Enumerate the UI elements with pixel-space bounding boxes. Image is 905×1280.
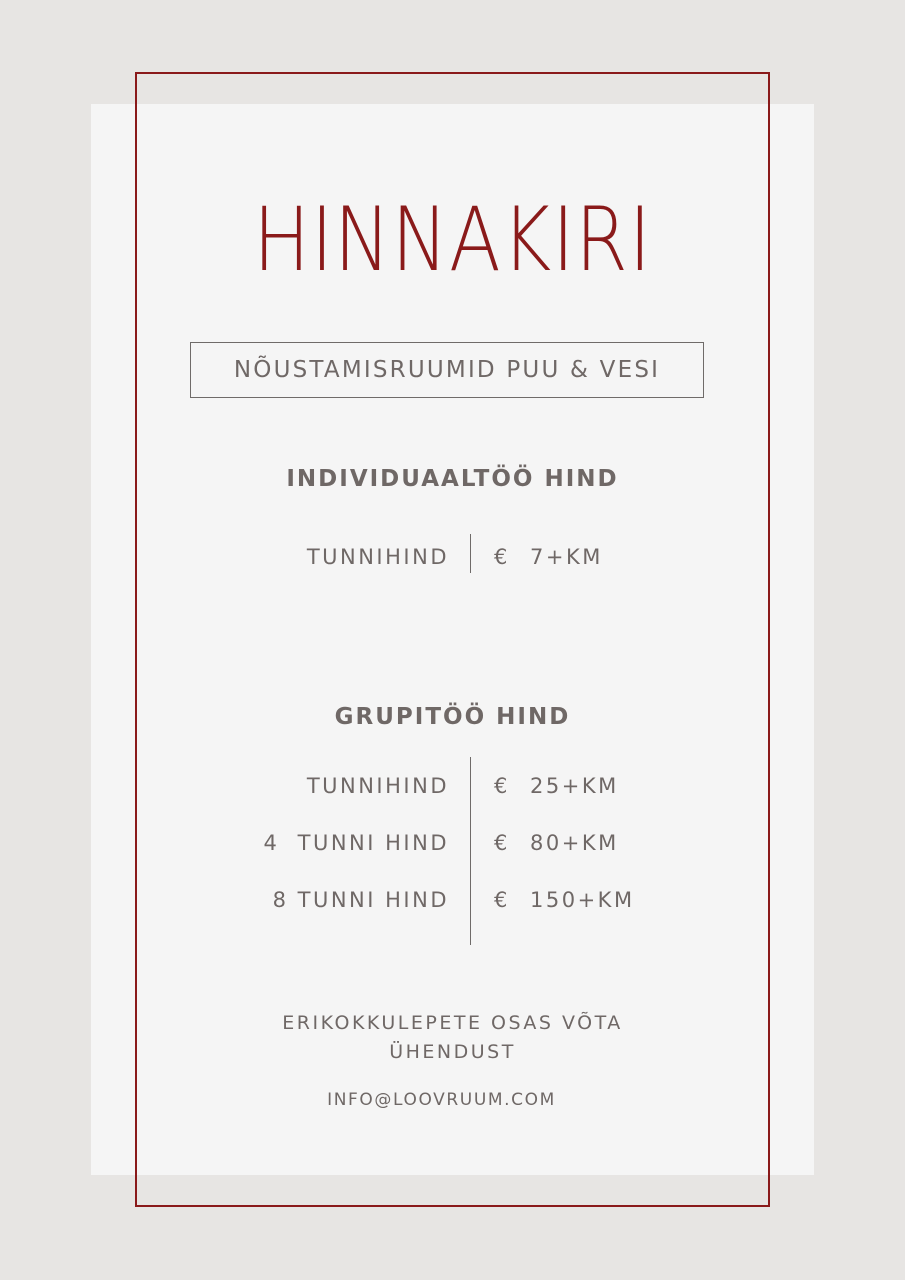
individual-divider: [470, 534, 471, 573]
group-row-value: [494, 774, 619, 798]
contact-note: [0, 1009, 905, 1067]
individual-heading: INDIVIDUAALTÖÖ HIND: [286, 466, 619, 492]
page-title: HINNAKIRI: [253, 188, 652, 291]
subtitle-text: NÕUSTAMISRUUMID PUU & VESI: [233, 357, 661, 383]
price-value: 80+KM: [530, 831, 619, 855]
price-value: 25+KM: [530, 774, 619, 798]
euro-symbol: €: [494, 831, 510, 855]
group-row-value: [494, 831, 619, 855]
contact-email[interactable]: INFO@LOOVRUUM.COM: [327, 1090, 556, 1110]
contact-note-line2: ÜHENDUST: [389, 1041, 516, 1063]
subtitle-box: [190, 342, 704, 398]
group-row-label: 4 TUNNI HIND: [263, 831, 449, 855]
individual-row-label: TUNNIHIND: [306, 545, 449, 569]
price-value: 7+KM: [530, 545, 603, 569]
group-divider: [470, 757, 471, 945]
individual-row-value: [494, 545, 603, 569]
group-row-label: 8 TUNNI HIND: [272, 888, 449, 912]
euro-symbol: €: [494, 545, 510, 569]
euro-symbol: €: [494, 774, 510, 798]
euro-symbol: €: [494, 888, 510, 912]
price-value: 150+KM: [530, 888, 635, 912]
group-row-value: [494, 888, 635, 912]
group-row-label: TUNNIHIND: [306, 774, 449, 798]
group-heading: GRUPITÖÖ HIND: [334, 704, 571, 730]
contact-note-line1: ERIKOKKULEPETE OSAS VÕTA: [282, 1012, 623, 1034]
